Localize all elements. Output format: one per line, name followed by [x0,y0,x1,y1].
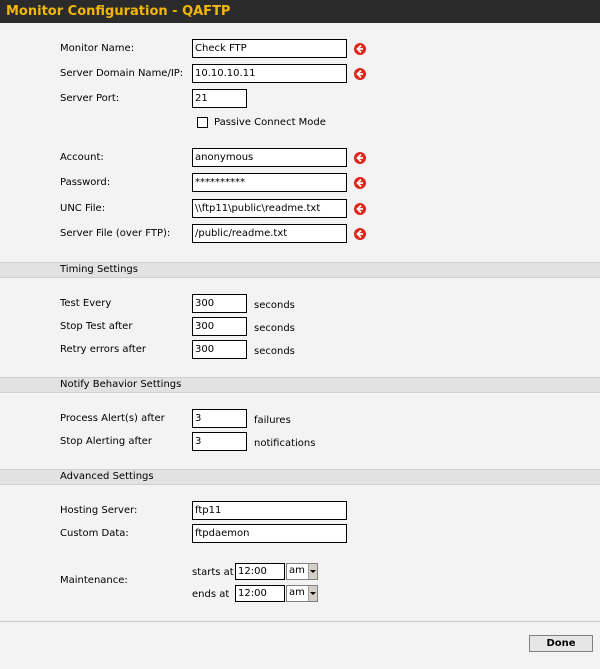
title-bar [0,0,600,23]
required-arrow-icon [354,152,366,164]
starts-ampm-select[interactable] [286,563,318,580]
chevron-down-icon[interactable] [308,586,317,601]
required-arrow-icon [354,43,366,55]
unc-file-label: UNC File: [60,203,106,214]
ends-ampm-select[interactable] [286,585,318,602]
ends-at-label: ends at [192,589,230,600]
retry-errors-label: Retry errors after [60,344,147,355]
stop-test-label: Stop Test after [60,321,133,332]
window-title: Monitor Configuration - QAFTP [6,4,231,19]
ends-ampm-value: am [289,587,305,598]
retry-errors-unit: seconds [254,346,295,357]
account-label: Account: [60,152,104,163]
test-every-input[interactable] [192,294,247,313]
stop-alerting-input[interactable] [192,432,247,451]
hosting-server-label: Hosting Server: [60,505,138,516]
server-port-input[interactable] [192,89,247,108]
process-alerts-unit: failures [254,415,291,426]
process-alerts-label: Process Alert(s) after [60,413,165,424]
notify-section-title: Notify Behavior Settings [60,379,182,390]
done-button[interactable]: Done [529,635,593,652]
server-file-label: Server File (over FTP): [60,228,171,239]
timing-section-header [0,262,600,278]
hosting-server-input[interactable] [192,501,347,520]
account-input[interactable] [192,148,347,167]
stop-test-input[interactable] [192,317,247,336]
required-arrow-icon [354,203,366,215]
server-domain-input[interactable] [192,64,347,83]
passive-mode-checkbox[interactable] [197,117,208,128]
unc-file-input[interactable] [192,199,347,218]
passive-mode-label: Passive Connect Mode [214,117,326,128]
stop-test-unit: seconds [254,323,295,334]
required-arrow-icon [354,228,366,240]
server-domain-label: Server Domain Name/IP: [60,68,184,79]
monitor-name-label: Monitor Name: [60,43,135,54]
retry-errors-input[interactable] [192,340,247,359]
process-alerts-input[interactable] [192,409,247,428]
starts-at-label: starts at [192,567,234,578]
custom-data-label: Custom Data: [60,528,129,539]
maintenance-label: Maintenance: [60,575,128,586]
timing-section-title: Timing Settings [60,264,138,275]
required-arrow-icon [354,68,366,80]
ends-time-input[interactable] [235,585,285,602]
stop-alerting-label: Stop Alerting after [60,436,153,447]
server-port-label: Server Port: [60,93,120,104]
stop-alerting-unit: notifications [254,438,316,449]
starts-time-input[interactable] [235,563,285,580]
server-file-input[interactable] [192,224,347,243]
starts-ampm-value: am [289,565,305,576]
test-every-label: Test Every [60,298,112,309]
advanced-section-header [0,469,600,485]
test-every-unit: seconds [254,300,295,311]
custom-data-input[interactable] [192,524,347,543]
advanced-section-title: Advanced Settings [60,471,154,482]
notify-section-header [0,377,600,393]
password-input[interactable] [192,173,347,192]
chevron-down-icon[interactable] [308,564,317,579]
footer-divider [0,621,600,622]
password-label: Password: [60,177,111,188]
monitor-name-input[interactable] [192,39,347,58]
required-arrow-icon [354,177,366,189]
